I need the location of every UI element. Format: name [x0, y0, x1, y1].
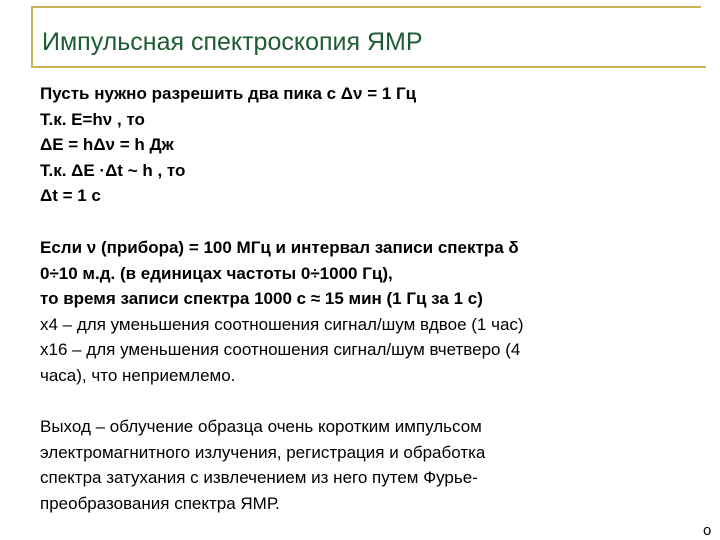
recording-line: 0÷10 м.д. (в единицах частоты 0÷1000 Гц), — [40, 263, 393, 283]
frame-top-border — [31, 6, 701, 8]
premise-line: ΔE = hΔν = h Дж — [40, 135, 174, 154]
solution-line: преобразования спектра ЯМР. — [40, 493, 280, 513]
solution-line: Выход – облучение образца очень коротким импульсом — [40, 417, 482, 436]
frame-left-border — [31, 6, 33, 66]
premise-line: Т.к. ΔE ·Δt ~ h , то — [40, 160, 186, 180]
recording-line: часа), что неприемлемо. — [40, 365, 236, 385]
paragraph-solution — [40, 414, 675, 516]
slide-title: Импульсная спектроскопия ЯМР — [42, 28, 423, 56]
solution-line: спектра затухания с извлечением из него путем Фурье- — [40, 468, 478, 487]
recording-line: то время записи спектра 1000 с ≈ 15 мин (1 Гц за 1 с) — [40, 289, 483, 308]
recording-line — [40, 235, 675, 261]
paragraph-recording-time — [40, 235, 675, 388]
premise-line: Пусть нужно разрешить два пика с Δν = 1 Гц — [40, 84, 417, 103]
premise-line: Δt = 1 с — [40, 186, 101, 205]
recording-line: x4 – для уменьшения соотношения сигнал/шум вдвое (1 час) — [40, 314, 524, 334]
corner-mark: о — [703, 522, 712, 539]
paragraph-premise — [40, 81, 675, 209]
recording-line: x16 – для уменьшения соотношения сигнал/шум вчетверо (4 — [40, 340, 521, 359]
premise-line: Т.к. E=hν , то — [40, 109, 145, 129]
recording-line-text: Если ν (прибора) = 100 МГц и интервал записи спектра δ — [40, 238, 519, 257]
title-underline — [31, 66, 706, 68]
solution-line: электромагнитного излучения, регистрация и обработка — [40, 442, 486, 462]
